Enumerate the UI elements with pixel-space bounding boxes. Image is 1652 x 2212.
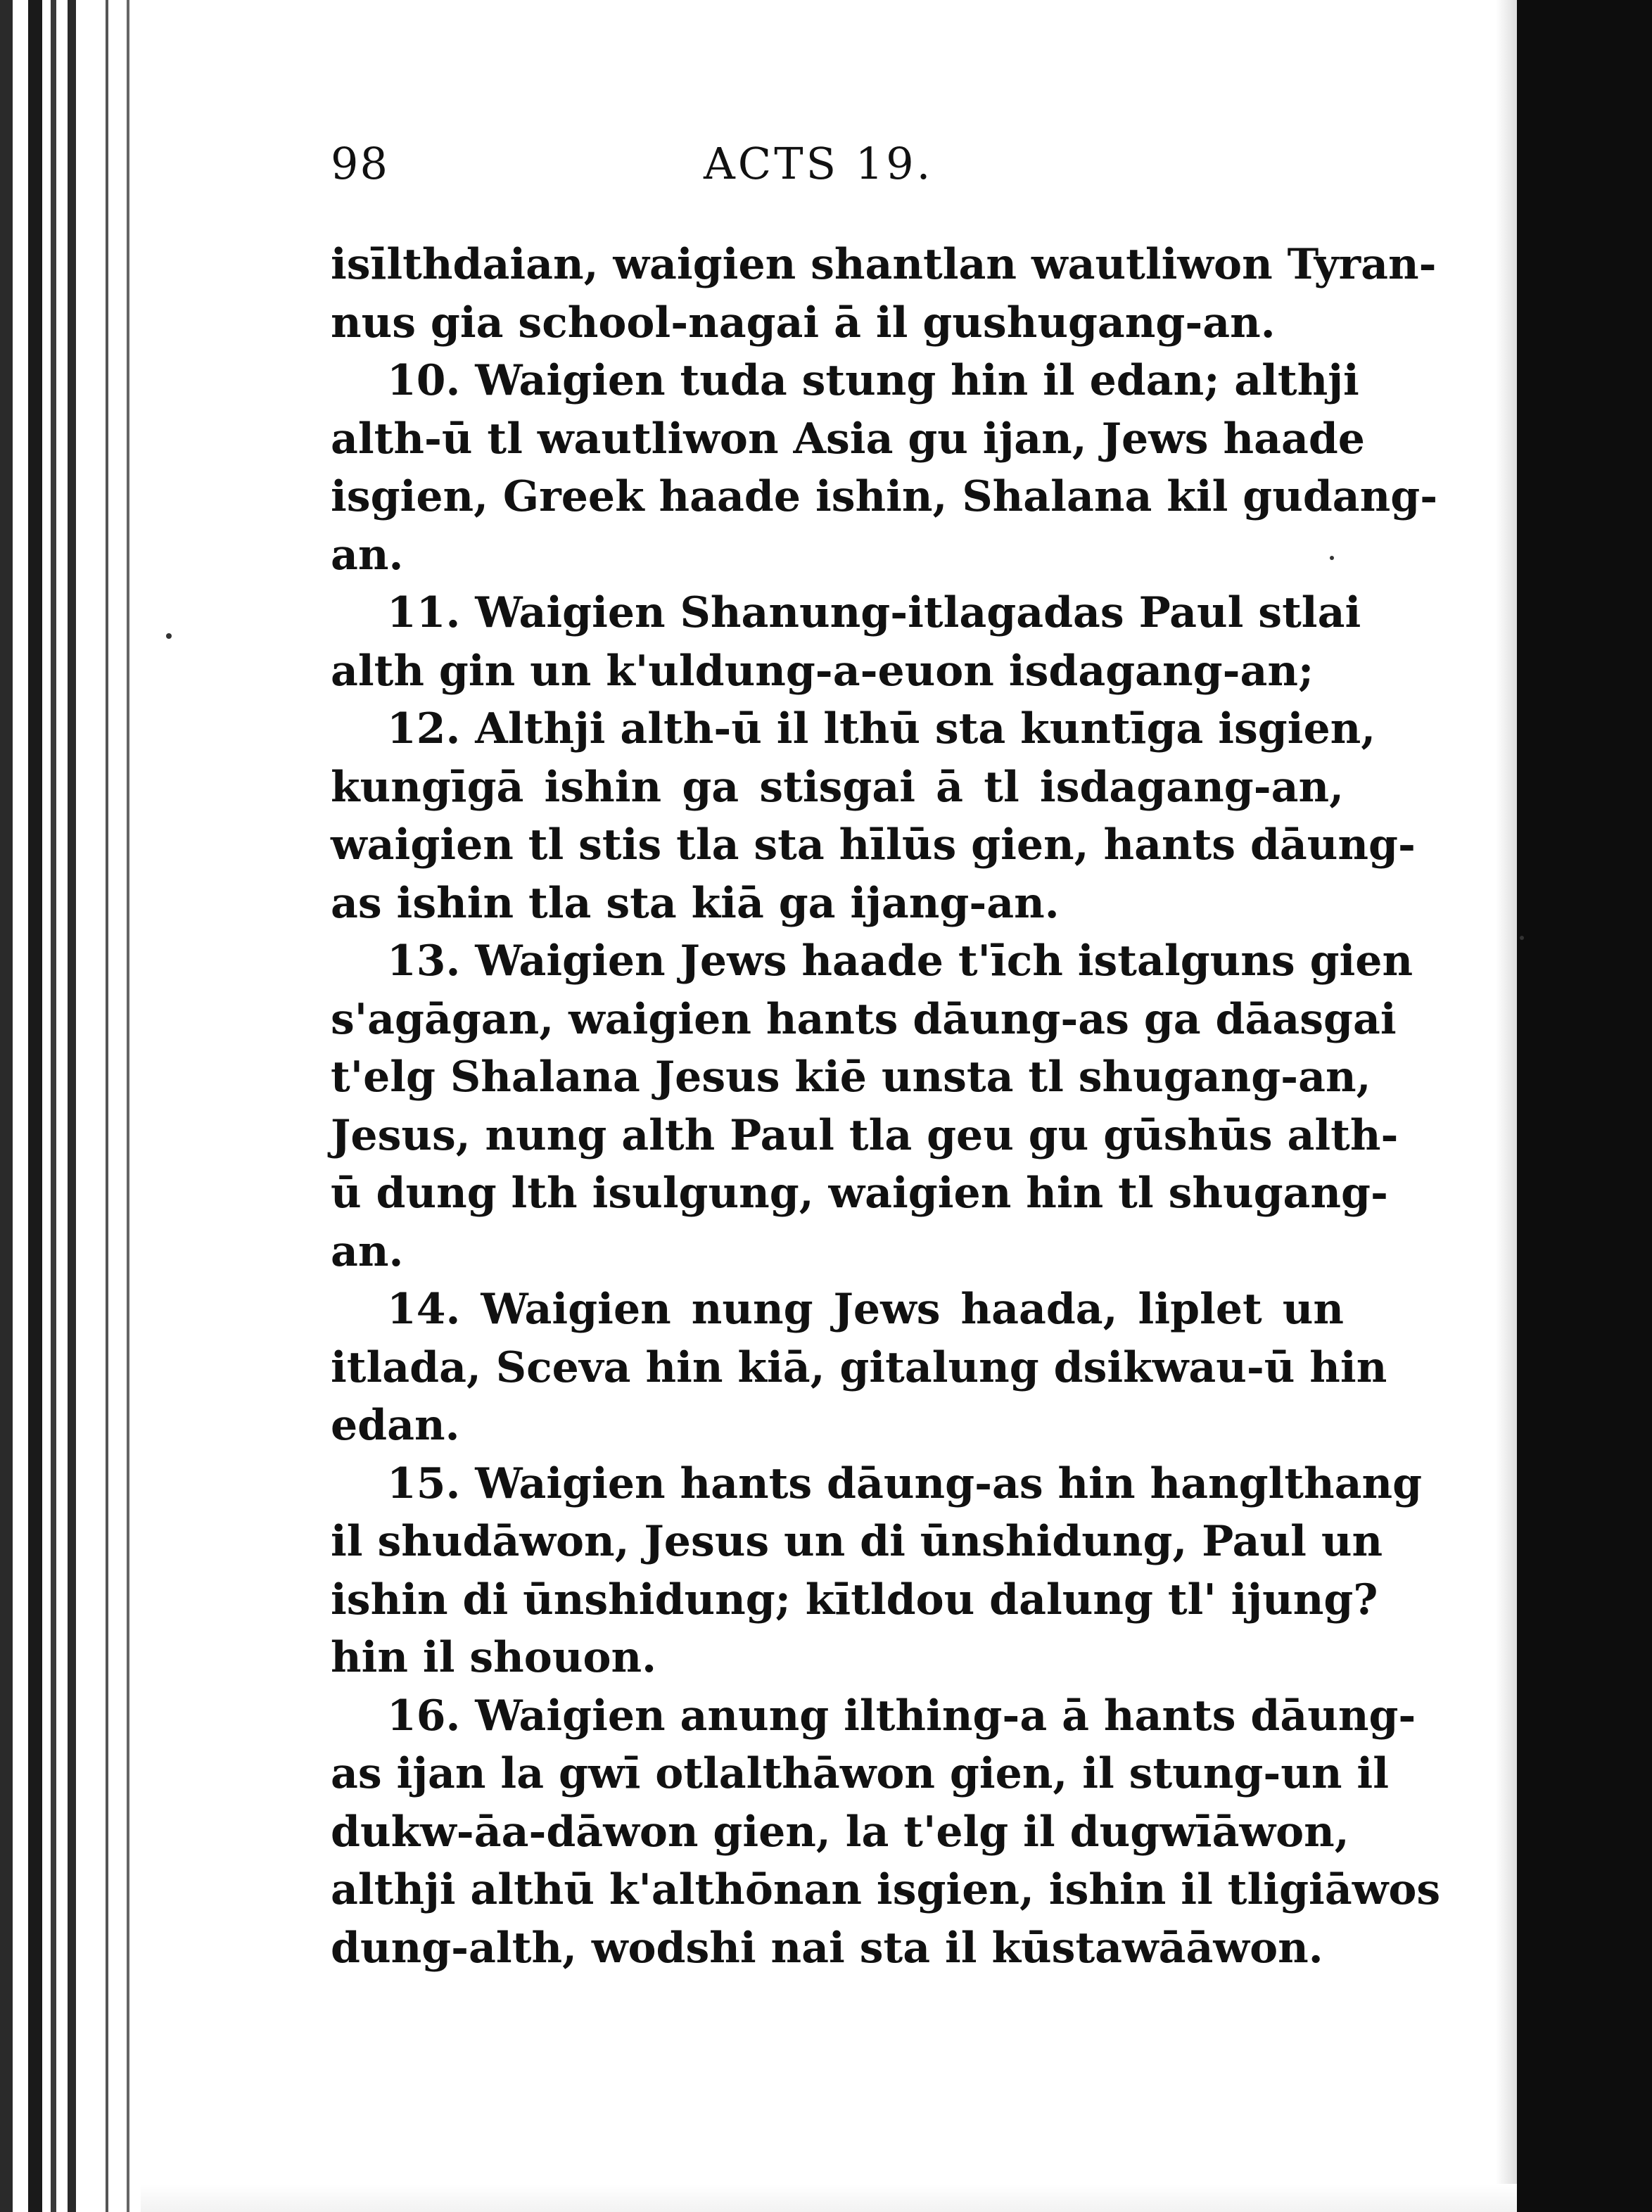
verse-15-line: 15. Waigien hants dāung-as hin hanglthang [387, 1458, 1423, 1508]
text-line: dukw-āa-dāwon gien, la t'elg il dugwīāwon, [331, 1807, 1349, 1857]
verse-14-line: 14. Waigien nung Jews haada, liplet un [387, 1285, 1344, 1334]
text-line: ū dung lth isulgung, waigien hin tl shugang- [331, 1169, 1388, 1218]
body-text [331, 236, 1441, 1977]
text-line: il shudāwon, Jesus un di ūnshidung, Paul un [331, 1517, 1383, 1566]
text-line: dung-alth, wodshi nai sta il kūstawāāwon. [331, 1923, 1323, 1973]
running-head: ACTS 19. [704, 138, 934, 189]
text-line: waigien tl stis tla sta hīlūs gien, hants dāung- [331, 820, 1416, 870]
text-line: alth gin un k'uldung-a-euon isdagang-an; [331, 646, 1314, 696]
text-line: s'agāgan, waigien hants dāung-as ga dāasgai [331, 994, 1397, 1044]
verse-12-line: 12. Althji alth-ū il lthū sta kuntīga isgien, [387, 704, 1376, 754]
page-header [331, 138, 1344, 194]
scan-right-margin [1517, 0, 1652, 2212]
verse-13-line: 13. Waigien Jews haade t'īch istalguns gien [387, 936, 1413, 986]
text-line: kungīgā ishin ga stisgai ā tl isdagang-an, [331, 762, 1344, 812]
book-spine-edge [0, 0, 141, 2212]
text-line: alth-ū tl wautliwon Asia gu ijan, Jews haade [331, 414, 1365, 464]
text-line: an. [331, 1226, 404, 1276]
page-bottom-shade [141, 2184, 1517, 2212]
text-line: isīlthdaian, waigien shantlan wautliwon Tyran- [331, 240, 1437, 289]
page-right-shade [1496, 0, 1517, 2212]
text-line: hin il shouon. [331, 1633, 656, 1682]
text-line: itlada, Sceva hin kiā, gitalung dsikwau-ū hin [331, 1342, 1387, 1392]
page-number: 98 [331, 138, 389, 189]
scan-speck [1520, 936, 1524, 940]
text-line: nus gia school-nagai ā il gushugang-an. [331, 298, 1276, 348]
text-line: edan. [331, 1401, 460, 1450]
scan-speck [166, 633, 172, 639]
text-line: isgien, Greek haade ishin, Shalana kil gudang- [331, 472, 1438, 521]
text-line: althji althū k'althōnan isgien, ishin il tligiāwos [331, 1865, 1441, 1914]
text-line: t'elg Shalana Jesus kiē unsta tl shugang-an, [331, 1053, 1371, 1102]
verse-11-line: 11. Waigien Shanung-itlagadas Paul stlai [387, 588, 1361, 637]
verse-16-line: 16. Waigien anung ilthing-a ā hants dāung- [387, 1691, 1416, 1741]
text-line: ishin di ūnshidung; kītldou dalung tl' ijung? [331, 1575, 1378, 1625]
verse-10-line: 10. Waigien tuda stung hin il edan; althji [387, 356, 1359, 405]
text-line: as ijan la gwī otlalthāwon gien, il stung-un il [331, 1749, 1389, 1798]
text-line: an. [331, 530, 404, 580]
text-line: as ishin tla sta kiā ga ijang-an. [331, 878, 1060, 928]
text-line: Jesus, nung alth Paul tla geu gu gūshūs alth- [331, 1110, 1399, 1160]
